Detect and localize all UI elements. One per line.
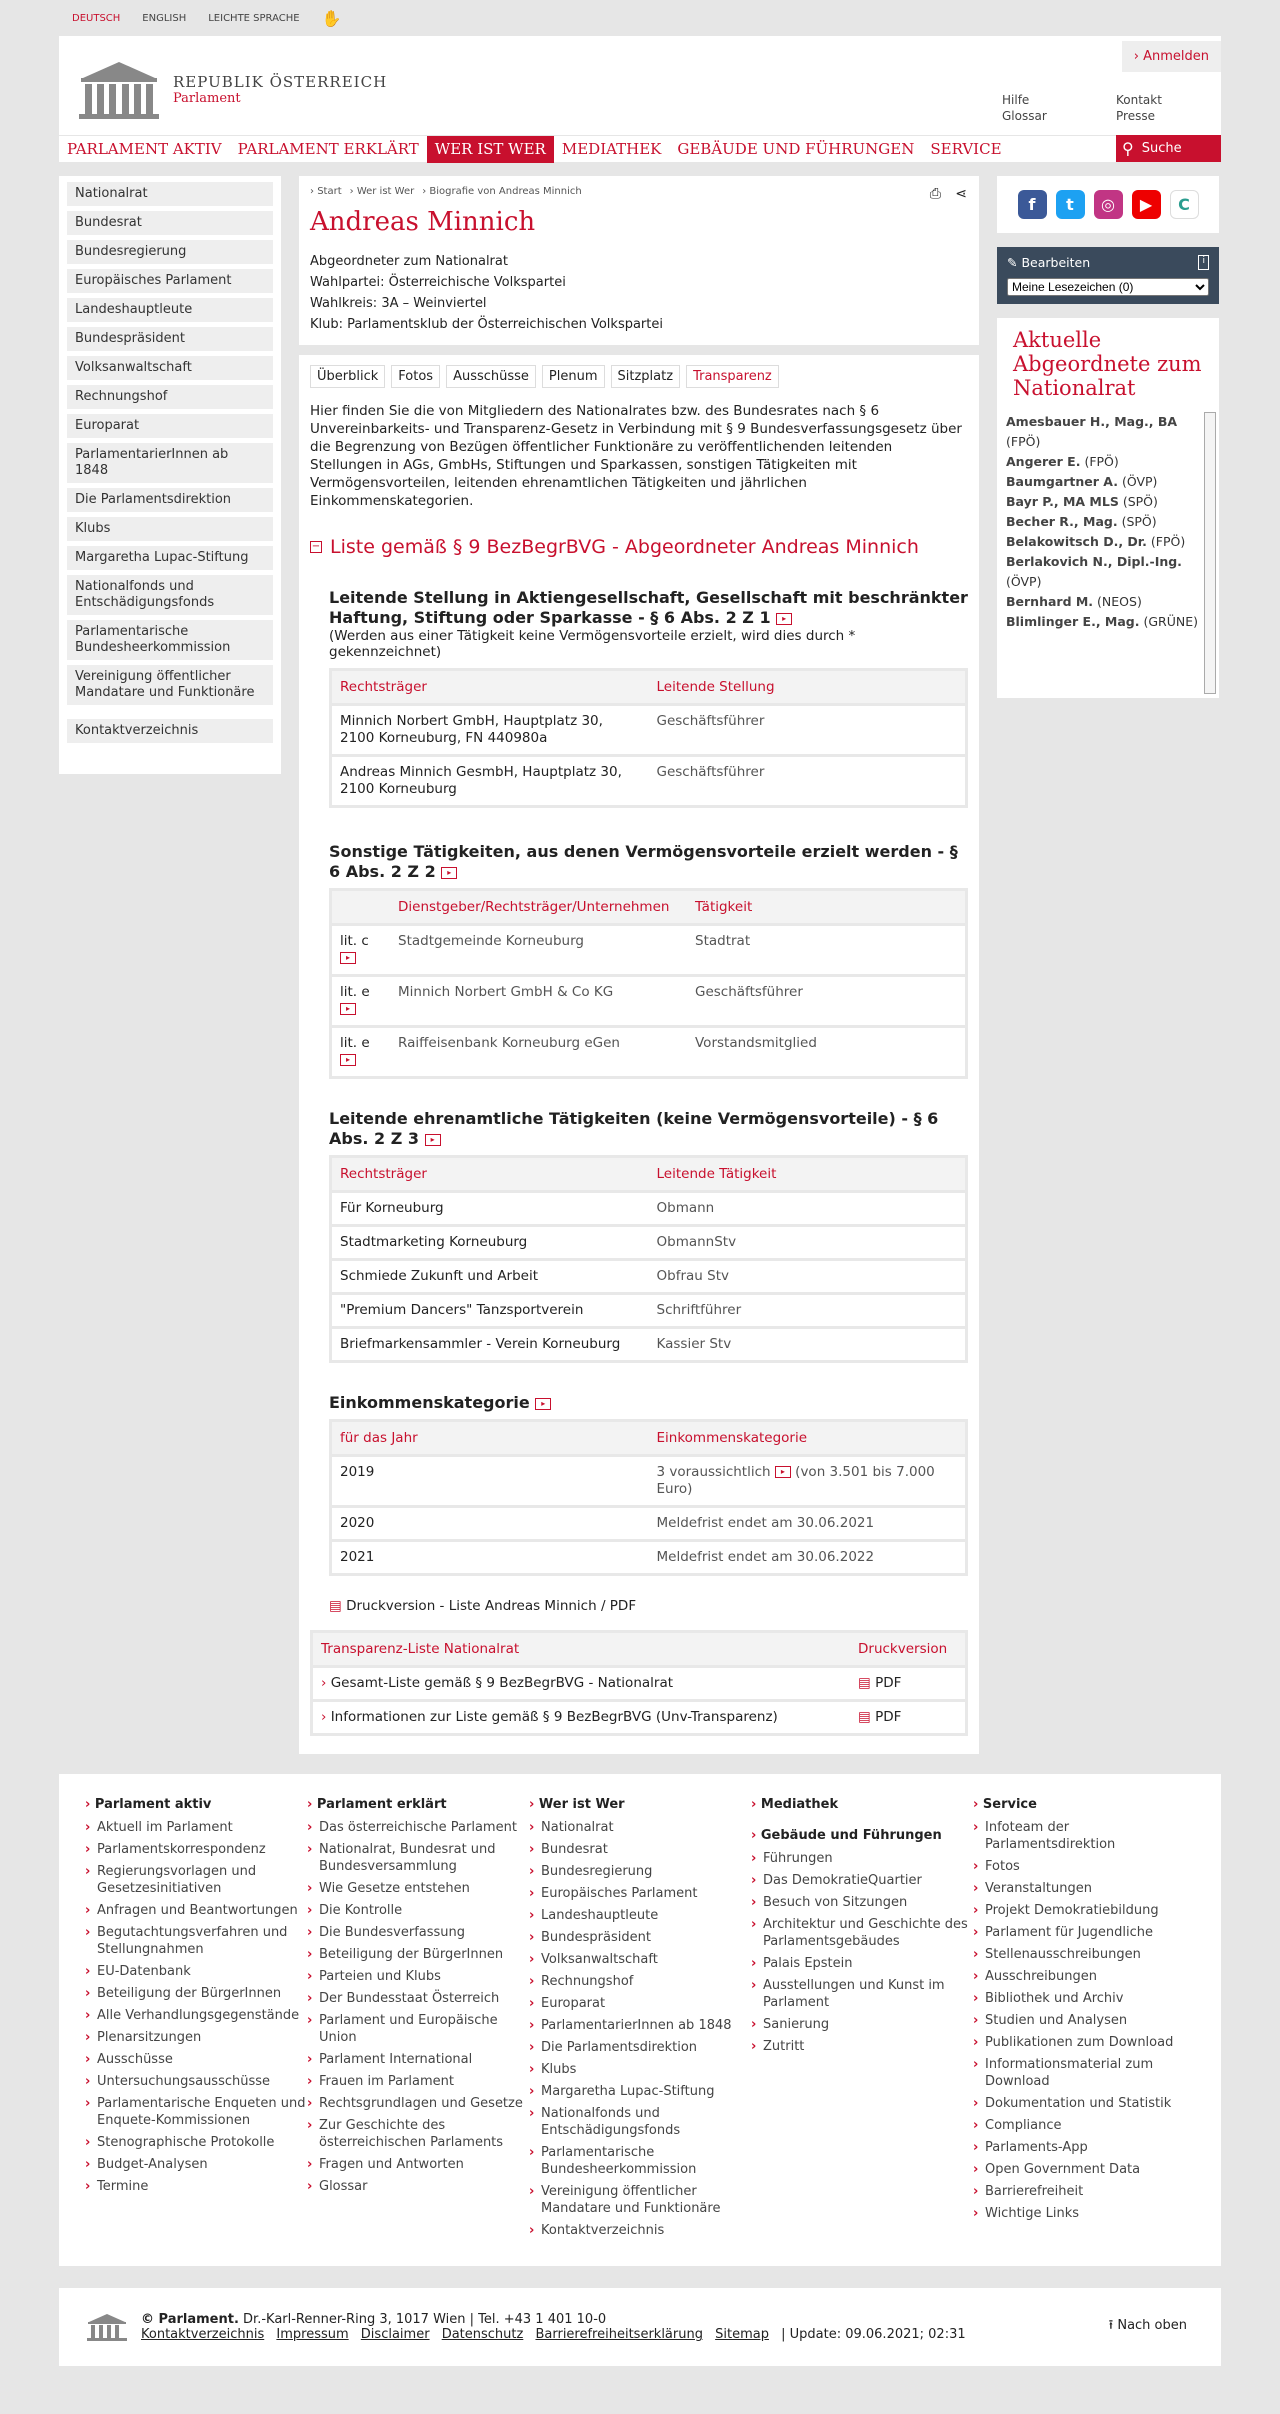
table-row — [332, 1258, 965, 1292]
list-item[interactable]: Berlakovich N., Dipl.-Ing. (ÖVP) — [1006, 554, 1182, 589]
section-title: Sonstige Tätigkeiten, aus denen Vermögensvorteile erzielt werden - § 6 Abs. 2 Z 2 — [329, 842, 958, 881]
footer-link[interactable]: › Vereinigung öffentlicher Mandatare und Funktionäre — [529, 2183, 751, 2217]
leftnav-item[interactable]: Nationalrat — [67, 182, 273, 206]
table-sonstige-taetigkeiten — [329, 888, 968, 1079]
parliament-logo-icon — [85, 2312, 129, 2342]
table-cell: Raiffeisenbank Korneuburg eGen — [390, 1025, 687, 1076]
table-cell: ObmannStv — [649, 1224, 966, 1258]
header — [59, 36, 1221, 162]
table-row — [332, 1454, 965, 1505]
deputies-title: Aktuelle Abgeordnete zum Nationalrat — [1013, 328, 1202, 400]
column-header: Dienstgeber/Rechtsträger/Unternehmen — [390, 891, 687, 923]
footer-link[interactable]: › Projekt Demokratiebildung — [973, 1902, 1195, 1919]
footer-link[interactable]: › Aktuell im Parlament — [85, 1819, 307, 1836]
footer-heading[interactable]: › Parlament erklärt — [307, 1797, 447, 1812]
search-icon: ⚲ — [1122, 139, 1134, 158]
bookmarks-select[interactable] — [1007, 278, 1209, 296]
footer-link[interactable]: › Publikationen zum Download — [973, 2034, 1195, 2051]
table-row — [332, 1505, 965, 1539]
table-cell: "Premium Dancers" Tanzsportverein — [332, 1292, 649, 1326]
logo-title: REPUBLIK ÖSTERREICH — [173, 72, 388, 91]
footer-link[interactable]: › Zutritt — [751, 2038, 973, 2055]
section-title: Leitende Stellung in Aktiengesellschaft, Gesellschaft mit beschränkter Haftung, Stiftung oder Sparkasse - § 6 Abs. 2 Z 1 — [329, 588, 968, 627]
table-row — [332, 1292, 965, 1326]
contact-link[interactable]: Kontakt — [1116, 93, 1162, 107]
footer-link[interactable]: › Wichtige Links — [973, 2205, 1195, 2222]
address: Dr.-Karl-Renner-Ring 3, 1017 Wien | Tel. +43 1 401 10-0 — [243, 2312, 607, 2327]
footer-link[interactable]: › Beteiligung der BürgerInnen — [85, 1985, 307, 2002]
footer-link[interactable]: › Veranstaltungen — [973, 1880, 1195, 1897]
search-button[interactable]: ⚲ Suche — [1116, 135, 1221, 162]
footer-heading[interactable]: › Parlament aktiv — [85, 1797, 212, 1812]
footer-link[interactable]: › Fragen und Antworten — [307, 2156, 529, 2173]
table-cell: Für Korneuburg — [332, 1190, 649, 1224]
bio-box — [299, 176, 979, 345]
bookmarks-box — [997, 247, 1219, 304]
bottom-bar — [59, 2288, 1221, 2366]
info-icon[interactable]: ▸ — [425, 1134, 441, 1146]
info-liste-link[interactable]: › Informationen zur Liste gemäß § 9 BezBegrBVG (Unv-Transparenz) — [313, 1699, 850, 1733]
breadcrumb — [310, 186, 968, 197]
table-leitende-stellung — [329, 668, 968, 808]
footer-link[interactable]: › ParlamentarierInnen ab 1848 — [529, 2017, 751, 2034]
footer-link[interactable]: Disclaimer — [360, 2327, 430, 2342]
footer-link[interactable]: › Das österreichische Parlament — [307, 1819, 529, 1836]
section-title: Leitende ehrenamtliche Tätigkeiten (keine Vermögensvorteile) - § 6 Abs. 2 Z 3 — [329, 1109, 939, 1148]
pdf-icon: ▤ — [329, 1598, 342, 1614]
breadcrumb-item[interactable]: › Wer ist Wer — [349, 186, 415, 197]
footer-link[interactable]: › Fotos — [973, 1858, 1195, 1875]
footer-link[interactable]: › Klubs — [529, 2061, 751, 2078]
footer-link[interactable]: Impressum — [276, 2327, 349, 2342]
footer-column — [751, 1796, 973, 2244]
footer-link[interactable]: › Alle Verhandlungsgegenstände — [85, 2007, 307, 2024]
table-cell: lit. e ▸ — [332, 1025, 390, 1076]
footer-link[interactable]: › Margaretha Lupac-Stiftung — [529, 2083, 751, 2100]
nav-service[interactable]: SERVICE — [930, 140, 1002, 158]
app-icon[interactable]: C — [1170, 190, 1199, 219]
footer-link[interactable]: › Regierungsvorlagen und Gesetzesinitiativen — [85, 1863, 307, 1897]
bookmark-icon[interactable]: ⎙ — [929, 186, 941, 202]
logo[interactable] — [75, 58, 387, 120]
lang-english[interactable]: ENGLISH — [142, 12, 187, 24]
footer-link[interactable]: › Parlamentskorrespondenz — [85, 1841, 307, 1858]
leftnav-item[interactable]: Bundespräsident — [67, 327, 273, 351]
footer-link[interactable]: › Führungen — [751, 1850, 973, 1867]
footer-heading[interactable]: › Service — [973, 1797, 1037, 1812]
footer-link[interactable]: › Open Government Data — [973, 2161, 1195, 2178]
column-header: Rechtsträger — [332, 1158, 649, 1190]
column-header: Druckversion — [850, 1633, 965, 1665]
leftnav-item[interactable]: Europarat — [67, 414, 273, 438]
table-cell: Obfrau Stv — [649, 1258, 966, 1292]
main-nav — [59, 135, 1221, 162]
footer-link[interactable]: › Glossar — [307, 2178, 529, 2195]
table-row — [313, 1699, 965, 1733]
footer-link[interactable]: › Plenarsitzungen — [85, 2029, 307, 2046]
table-row — [332, 1025, 965, 1076]
deputies-list — [997, 412, 1219, 694]
list-item[interactable]: Amesbauer H., Mag., BA (FPÖ) — [1006, 414, 1178, 449]
tab-sitzplatz[interactable]: Sitzplatz — [611, 365, 681, 388]
table-cell: lit. e ▸ — [332, 974, 390, 1025]
table-row — [313, 1665, 965, 1699]
footer-link[interactable]: › Nationalrat — [529, 1819, 751, 1836]
footer-link[interactable]: › Ausschreibungen — [973, 1968, 1195, 1985]
table-cell: 2021 — [332, 1539, 649, 1573]
leftnav-item[interactable]: ParlamentarierInnen ab 1848 — [67, 443, 273, 483]
footer-link[interactable]: › Infoteam der Parlamentsdirektion — [973, 1819, 1195, 1853]
breadcrumb-item[interactable]: › Start — [310, 186, 342, 197]
nav-gebaeude[interactable]: GEBÄUDE UND FÜHRUNGEN — [677, 140, 915, 158]
footer-link[interactable]: › Rechnungshof — [529, 1973, 751, 1990]
footer-link[interactable]: › Zur Geschichte des österreichischen Parlaments — [307, 2117, 529, 2151]
footer-link[interactable]: › Rechtsgrundlagen und Gesetze — [307, 2095, 529, 2112]
facebook-icon[interactable]: f — [1018, 190, 1047, 219]
bio-line: Wahlpartei: Österreichische Volkspartei — [310, 275, 566, 290]
leftnav-item[interactable]: Rechnungshof — [67, 385, 273, 409]
leftnav-item[interactable]: Landeshauptleute — [67, 298, 273, 322]
table-row — [332, 923, 965, 974]
list-item[interactable]: Becher R., Mag. (SPÖ) — [1006, 514, 1157, 529]
table-cell: 2019 — [332, 1454, 649, 1505]
table-row — [332, 754, 965, 805]
leftnav-item[interactable]: Bundesrat — [67, 211, 273, 235]
pdf-link[interactable]: ▤ PDF — [850, 1665, 965, 1699]
intro-text: Hier finden Sie die von Mitgliedern des Nationalrates bzw. des Bundesrates nach § 6 Unvereinbarkeits- und Transparenz-Gesetz in Verbindung mit § 9 Bundesverfassungsgesetz über die Begrenzung von Bezügen öffentlicher Funktionäre zu veröffentlichenden leitenden Stellungen in AGs, GmbHs, Stiftungen und Sparkassen, sonstigen Tätigkeiten mit Vermögensvorteilen, leitenden ehrenamtlichen Tätigkeiten und jährlichen Einkommenskategorien. — [310, 403, 962, 509]
tab-ueberblick[interactable]: Überblick — [310, 365, 385, 388]
table-ehrenamtliche-taetigkeiten — [329, 1155, 968, 1363]
info-icon[interactable]: i — [1198, 255, 1209, 270]
column-header: Leitende Stellung — [649, 671, 966, 703]
edit-icon: ✎ — [1007, 255, 1018, 270]
instagram-icon[interactable]: ◎ — [1094, 190, 1123, 219]
info-icon[interactable]: ▸ — [775, 1466, 791, 1478]
column-header: Rechtsträger — [332, 671, 649, 703]
footer-column — [85, 1796, 307, 2244]
gesamt-liste-link[interactable]: › Gesamt-Liste gemäß § 9 BezBegrBVG - Nationalrat — [313, 1665, 850, 1699]
footer-link[interactable]: Kontaktverzeichnis — [141, 2327, 265, 2342]
scrollbar[interactable] — [1204, 412, 1216, 694]
footer-link[interactable]: › Landeshauptleute — [529, 1907, 751, 1924]
bookmarks-title: Bearbeiten — [1021, 255, 1091, 270]
footer-link[interactable]: › Stenographische Protokolle — [85, 2134, 307, 2151]
leftnav-item[interactable]: Volksanwaltschaft — [67, 356, 273, 380]
footer-link[interactable]: › Termine — [85, 2178, 307, 2195]
leftnav-item[interactable]: Vereinigung öffentlicher Mandatare und Funktionäre — [67, 665, 273, 705]
back-to-top-link[interactable]: ⭱ Nach oben — [1108, 2318, 1187, 2333]
table-cell: Minnich Norbert GmbH & Co KG — [390, 974, 687, 1025]
table-cell: Geschäftsführer — [649, 754, 966, 805]
youtube-icon[interactable]: ▶ — [1132, 190, 1161, 219]
leftnav-item[interactable]: Kontaktverzeichnis — [67, 719, 273, 743]
leftnav-item[interactable]: Nationalfonds und Entschädigungsfonds — [67, 575, 273, 615]
nav-parlament-aktiv[interactable]: PARLAMENT AKTIV — [67, 140, 222, 158]
footer-link[interactable]: › Informationsmaterial zum Download — [973, 2056, 1195, 2090]
login-button[interactable]: › Anmelden — [1122, 41, 1221, 72]
footer-link[interactable]: › Barrierefreiheit — [973, 2183, 1195, 2200]
footer-link[interactable]: Barrierefreiheitserklärung — [535, 2327, 703, 2342]
deputies-box — [997, 318, 1219, 698]
nav-parlament-erklaert[interactable]: PARLAMENT ERKLÄRT — [237, 140, 419, 158]
table-cell: Stadtgemeinde Korneuburg — [390, 923, 687, 974]
table-cell: 3 voraussichtlich ▸ (von 3.501 bis 7.000 Euro) — [649, 1454, 966, 1505]
table-cell: Meldefrist endet am 30.06.2021 — [649, 1505, 966, 1539]
list-item[interactable]: Bayr P., MA MLS (SPÖ) — [1006, 494, 1158, 509]
table-row — [332, 974, 965, 1025]
footer-link[interactable]: › Der Bundesstaat Österreich — [307, 1990, 529, 2007]
footer-link[interactable]: › Studien und Analysen — [973, 2012, 1195, 2029]
section-toggle[interactable]: − Liste gemäß § 9 BezBegrBVG - Abgeordneter Andreas Minnich — [311, 536, 919, 558]
footer-link[interactable]: › Parlament für Jugendliche — [973, 1924, 1195, 1941]
footer-link[interactable]: › Volksanwaltschaft — [529, 1951, 751, 1968]
footer-column — [973, 1796, 1195, 2244]
table-cell: Stadtmarketing Korneuburg — [332, 1224, 649, 1258]
table-cell: Minnich Norbert GmbH, Hauptplatz 30, 2100 Korneuburg, FN 440980a — [332, 703, 649, 754]
footer-link[interactable]: › Bundespräsident — [529, 1929, 751, 1946]
list-item[interactable]: Blimlinger E., Mag. (GRÜNE) — [1006, 614, 1199, 629]
nav-mediathek[interactable]: MEDIATHEK — [561, 140, 662, 158]
footer-column — [529, 1796, 751, 2244]
footer-link[interactable]: › Europarat — [529, 1995, 751, 2012]
footer-link[interactable]: › Parlament International — [307, 2051, 529, 2068]
leftnav-item[interactable]: Parlamentarische Bundesheerkommission — [67, 620, 273, 660]
footer-column — [307, 1796, 529, 2244]
column-header: Transparenz-Liste Nationalrat — [313, 1633, 850, 1665]
glossary-link[interactable]: Glossar — [1002, 109, 1047, 123]
nav-wer-ist-wer[interactable]: WER IST WER — [427, 136, 554, 163]
footer-link[interactable]: › Nationalrat, Bundesrat und Bundesversammlung — [307, 1841, 529, 1875]
table-row — [332, 1539, 965, 1573]
table-cell: Briefmarkensammler - Verein Korneuburg — [332, 1326, 649, 1360]
left-navigation — [59, 176, 281, 774]
footer-link[interactable]: › Parlamentarische Enqueten und Enquete-Kommissionen — [85, 2095, 307, 2129]
footer-link[interactable]: › Die Kontrolle — [307, 1902, 529, 1919]
footer-link[interactable]: › Parlamentarische Bundesheerkommission — [529, 2144, 751, 2178]
table-row — [332, 703, 965, 754]
footer-link[interactable]: › Europäisches Parlament — [529, 1885, 751, 1902]
column-header: Einkommenskategorie — [649, 1422, 966, 1454]
footer-heading[interactable]: › Gebäude und Führungen — [751, 1828, 942, 1843]
info-icon[interactable]: ▸ — [340, 1003, 356, 1015]
info-icon[interactable]: ▸ — [535, 1398, 551, 1410]
table-cell: lit. c ▸ — [332, 923, 390, 974]
arrow-up-icon: ⭱ — [1108, 2318, 1114, 2333]
tab-plenum[interactable]: Plenum — [542, 365, 605, 388]
footer-link[interactable]: › Parteien und Klubs — [307, 1968, 529, 1985]
footer-link[interactable]: › Compliance — [973, 2117, 1195, 2134]
list-item[interactable]: Bernhard M. (NEOS) — [1006, 594, 1142, 609]
table-row — [332, 1190, 965, 1224]
footer-link[interactable]: › Parlament und Europäische Union — [307, 2012, 529, 2046]
footer-link[interactable]: › Frauen im Parlament — [307, 2073, 529, 2090]
tab-ausschuesse[interactable]: Ausschüsse — [446, 365, 536, 388]
table-cell: Schriftführer — [649, 1292, 966, 1326]
parliament-logo-icon — [75, 58, 163, 120]
table-cell: Stadtrat — [687, 923, 965, 974]
lang-leichte-sprache[interactable]: LEICHTE SPRACHE — [208, 12, 300, 24]
footer-link[interactable]: › Begutachtungsverfahren und Stellungnahmen — [85, 1924, 307, 1958]
footer-link[interactable]: › Anfragen und Beantwortungen — [85, 1902, 307, 1919]
page-title: Andreas Minnich — [310, 207, 536, 237]
transparency-list-table — [310, 1630, 968, 1736]
tabs — [310, 365, 968, 388]
social-box — [997, 176, 1219, 233]
footer-link[interactable]: Datenschutz — [441, 2327, 524, 2342]
bio-line: Wahlkreis: 3A – Weinviertel — [310, 296, 487, 311]
info-icon[interactable]: ▸ — [776, 613, 792, 625]
column-header: Tätigkeit — [687, 891, 965, 923]
table-cell: Vorstandsmitglied — [687, 1025, 965, 1076]
footer-link[interactable]: › Bundesrat — [529, 1841, 751, 1858]
copyright: © Parlament. — [141, 2312, 239, 2327]
footer-link[interactable]: › Wie Gesetze entstehen — [307, 1880, 529, 1897]
pdf-link[interactable]: ▤ PDF — [850, 1699, 965, 1733]
sign-language-icon[interactable]: ✋ — [321, 8, 342, 28]
footer-link[interactable]: › Budget-Analysen — [85, 2156, 307, 2173]
footer-link[interactable]: Sitemap — [715, 2327, 769, 2342]
footer-link[interactable]: › Parlaments-App — [973, 2139, 1195, 2156]
footer-link[interactable]: › Ausschüsse — [85, 2051, 307, 2068]
footer-link[interactable]: › Die Bundesverfassung — [307, 1924, 529, 1941]
collapse-icon: − — [311, 541, 321, 552]
language-bar — [0, 0, 1280, 36]
update-info: | Update: 09.06.2021; 02:31 — [781, 2327, 966, 2342]
footer-link[interactable]: › Die Parlamentsdirektion — [529, 2039, 751, 2056]
list-item[interactable]: Baumgartner A. (ÖVP) — [1006, 474, 1158, 489]
leftnav-item[interactable]: Die Parlamentsdirektion — [67, 488, 273, 512]
footer — [59, 1774, 1221, 2266]
bio-line: Abgeordneter zum Nationalrat — [310, 254, 508, 269]
footer-link[interactable]: › Ausstellungen und Kunst im Parlament — [751, 1977, 973, 2011]
table-cell: Obmann — [649, 1190, 966, 1224]
lang-deutsch[interactable]: DEUTSCH — [72, 12, 121, 24]
leftnav-item[interactable]: Europäisches Parlament — [67, 269, 273, 293]
table-cell: Geschäftsführer — [687, 974, 965, 1025]
table-row — [332, 1224, 965, 1258]
footer-link[interactable]: › Stellenausschreibungen — [973, 1946, 1195, 1963]
column-header: für das Jahr — [332, 1422, 649, 1454]
info-icon[interactable]: ▸ — [340, 952, 356, 964]
list-item[interactable]: Belakowitsch D., Dr. (FPÖ) — [1006, 534, 1186, 549]
footer-link[interactable]: › Architektur und Geschichte des Parlamentsgebäudes — [751, 1916, 973, 1950]
table-cell: Schmiede Zukunft und Arbeit — [332, 1258, 649, 1292]
column-header: Leitende Tätigkeit — [649, 1158, 966, 1190]
info-icon[interactable]: ▸ — [340, 1054, 356, 1066]
tab-transparenz[interactable]: Transparenz — [686, 365, 779, 388]
leftnav-item[interactable]: Margaretha Lupac-Stiftung — [67, 546, 273, 570]
list-item[interactable]: Angerer E. (FPÖ) — [1006, 454, 1119, 469]
tab-fotos[interactable]: Fotos — [391, 365, 440, 388]
footer-link[interactable]: › Untersuchungsausschüsse — [85, 2073, 307, 2090]
footer-link[interactable]: › Beteiligung der BürgerInnen — [307, 1946, 529, 1963]
leftnav-item[interactable]: Klubs — [67, 517, 273, 541]
print-version-link[interactable]: ▤ Druckversion - Liste Andreas Minnich / PDF — [329, 1598, 637, 1614]
table-cell: Andreas Minnich GesmbH, Hauptplatz 30, 2100 Korneuburg — [332, 754, 649, 805]
table-cell: Kassier Stv — [649, 1326, 966, 1360]
footer-link[interactable]: › Besuch von Sitzungen — [751, 1894, 973, 1911]
table-cell: 2020 — [332, 1505, 649, 1539]
info-icon[interactable]: ▸ — [441, 867, 457, 879]
footer-link[interactable]: › Palais Epstein — [751, 1955, 973, 1972]
footer-heading[interactable]: › Mediathek — [751, 1797, 839, 1812]
footer-link[interactable]: › Sanierung — [751, 2016, 973, 2033]
footer-link[interactable]: › Bundesregierung — [529, 1863, 751, 1880]
section-title: Einkommenskategorie — [329, 1393, 530, 1412]
footer-link[interactable]: › EU-Datenbank — [85, 1963, 307, 1980]
breadcrumb-item: › Biografie von Andreas Minnich — [422, 186, 582, 197]
bio-line: Klub: Parlamentsklub der Österreichischen Volkspartei — [310, 317, 663, 332]
logo-subtitle: Parlament — [173, 90, 241, 106]
table-einkommenskategorie — [329, 1419, 968, 1576]
footer-link[interactable]: › Nationalfonds und Entschädigungsfonds — [529, 2105, 751, 2139]
table-row — [332, 1326, 965, 1360]
twitter-icon[interactable]: t — [1056, 190, 1085, 219]
section-leitende-stellung — [329, 588, 968, 1614]
press-link[interactable]: Presse — [1116, 109, 1155, 123]
footer-link[interactable]: › Bibliothek und Archiv — [973, 1990, 1195, 2007]
footer-link[interactable]: › Dokumentation und Statistik — [973, 2095, 1195, 2112]
footer-link[interactable]: › Das DemokratieQuartier — [751, 1872, 973, 1889]
help-link[interactable]: Hilfe — [1002, 93, 1030, 107]
table-cell: Geschäftsführer — [649, 703, 966, 754]
table-cell: Meldefrist endet am 30.06.2022 — [649, 1539, 966, 1573]
share-icon[interactable]: ⋖ — [955, 186, 967, 202]
footer-link[interactable]: › Kontaktverzeichnis — [529, 2222, 751, 2239]
transparency-box — [299, 355, 979, 1754]
footer-heading[interactable]: › Wer ist Wer — [529, 1797, 625, 1812]
column-header — [332, 891, 390, 923]
section-note: (Werden aus einer Tätigkeit keine Vermögensvorteile erzielt, wird dies durch * gekennzeichnet) — [329, 628, 856, 660]
leftnav-item[interactable]: Bundesregierung — [67, 240, 273, 264]
